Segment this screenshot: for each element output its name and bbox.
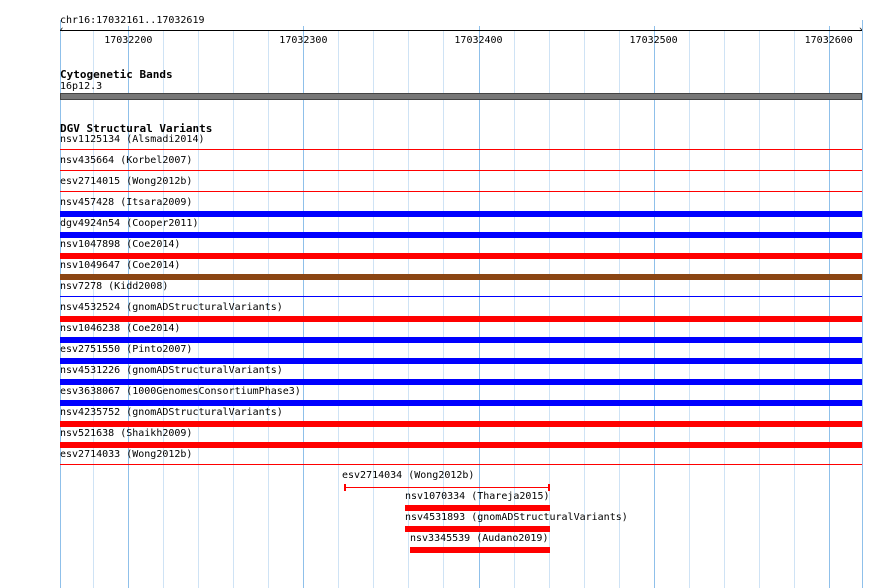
dgv-feature-label: nsv4532524 (gnomADStructuralVariants): [60, 302, 283, 313]
dgv-feature-bar[interactable]: [60, 211, 862, 217]
ruler-axis: [60, 30, 862, 31]
major-grid-line: [829, 26, 830, 588]
dgv-feature-label: nsv4235752 (gnomADStructuralVariants): [60, 407, 283, 418]
span-end-cap: [344, 484, 346, 491]
dgv-feature-label: nsv457428 (Itsara2009): [60, 197, 193, 208]
dgv-feature-label: nsv1070334 (Thareja2015): [405, 491, 550, 502]
minor-grid-line: [373, 30, 374, 588]
dgv-feature-label: nsv4531226 (gnomADStructuralVariants): [60, 365, 283, 376]
dgv-feature-bar[interactable]: [60, 149, 862, 150]
dgv-feature-label: nsv7278 (Kidd2008): [60, 281, 169, 292]
dgv-feature-bar[interactable]: [410, 547, 550, 553]
minor-grid-line: [794, 30, 795, 588]
dgv-feature-bar[interactable]: [60, 170, 862, 171]
dgv-feature-bar[interactable]: [60, 337, 862, 343]
dgv-feature-label: dgv4924n54 (Cooper2011): [60, 218, 199, 229]
dgv-feature-bar[interactable]: [60, 232, 862, 238]
cytoband-bar[interactable]: [60, 93, 862, 100]
minor-grid-line: [338, 30, 339, 588]
ruler-tick-label: 17032500: [629, 35, 678, 46]
cytoband-track-title: Cytogenetic Bands: [60, 68, 173, 81]
minor-grid-line: [759, 30, 760, 588]
scroll-left-icon[interactable]: ‹: [59, 25, 65, 35]
dgv-feature-bar[interactable]: [60, 296, 862, 297]
ruler-tick-label: 17032300: [279, 35, 328, 46]
dgv-feature-label: esv2714034 (Wong2012b): [342, 470, 475, 481]
region-label: chr16:17032161..17032619: [60, 15, 205, 26]
cytoband-label: 16p12.3: [60, 81, 103, 92]
dgv-feature-label: esv3638067 (1000GenomesConsortiumPhase3): [60, 386, 301, 397]
dgv-feature-label: nsv521638 (Shaikh2009): [60, 428, 193, 439]
dgv-feature-bar[interactable]: [60, 274, 862, 280]
dgv-feature-bar[interactable]: [60, 379, 862, 385]
dgv-feature-label: esv2714033 (Wong2012b): [60, 449, 193, 460]
major-grid-line: [654, 26, 655, 588]
minor-grid-line: [689, 30, 690, 588]
dgv-feature-bar[interactable]: [60, 442, 862, 448]
dgv-feature-bar[interactable]: [60, 358, 862, 364]
dgv-feature-label: esv2751550 (Pinto2007): [60, 344, 193, 355]
minor-grid-line: [584, 30, 585, 588]
major-grid-line: [303, 26, 304, 588]
dgv-track-title: DGV Structural Variants: [60, 122, 213, 135]
dgv-feature-label: nsv4531893 (gnomADStructuralVariants): [405, 512, 628, 523]
span-end-cap: [548, 484, 550, 491]
scroll-right-icon[interactable]: ›: [858, 25, 864, 35]
dgv-feature-bar[interactable]: [60, 400, 862, 406]
dgv-feature-bar[interactable]: [344, 487, 551, 488]
ruler-tick-label: 17032600: [804, 35, 853, 46]
dgv-feature-label: esv2714015 (Wong2012b): [60, 176, 193, 187]
dgv-feature-bar[interactable]: [60, 253, 862, 259]
edge-grid-line: [862, 20, 863, 588]
dgv-feature-label: nsv1125134 (Alsmadi2014): [60, 134, 205, 145]
dgv-feature-bar[interactable]: [60, 191, 862, 192]
dgv-feature-bar[interactable]: [60, 421, 862, 427]
ruler-tick-label: 17032200: [104, 35, 153, 46]
major-grid-line: [479, 26, 480, 588]
dgv-feature-bar[interactable]: [60, 464, 862, 465]
dgv-feature-label: nsv3345539 (Audano2019): [410, 533, 549, 544]
minor-grid-line: [724, 30, 725, 588]
dgv-feature-bar[interactable]: [405, 526, 550, 532]
dgv-feature-bar[interactable]: [60, 316, 862, 322]
dgv-feature-label: nsv1049647 (Coe2014): [60, 260, 181, 271]
dgv-feature-label: nsv1046238 (Coe2014): [60, 323, 181, 334]
minor-grid-line: [619, 30, 620, 588]
dgv-feature-label: nsv435664 (Korbel2007): [60, 155, 193, 166]
dgv-feature-bar[interactable]: [405, 505, 550, 511]
ruler-tick-label: 17032400: [454, 35, 503, 46]
dgv-feature-label: nsv1047898 (Coe2014): [60, 239, 181, 250]
